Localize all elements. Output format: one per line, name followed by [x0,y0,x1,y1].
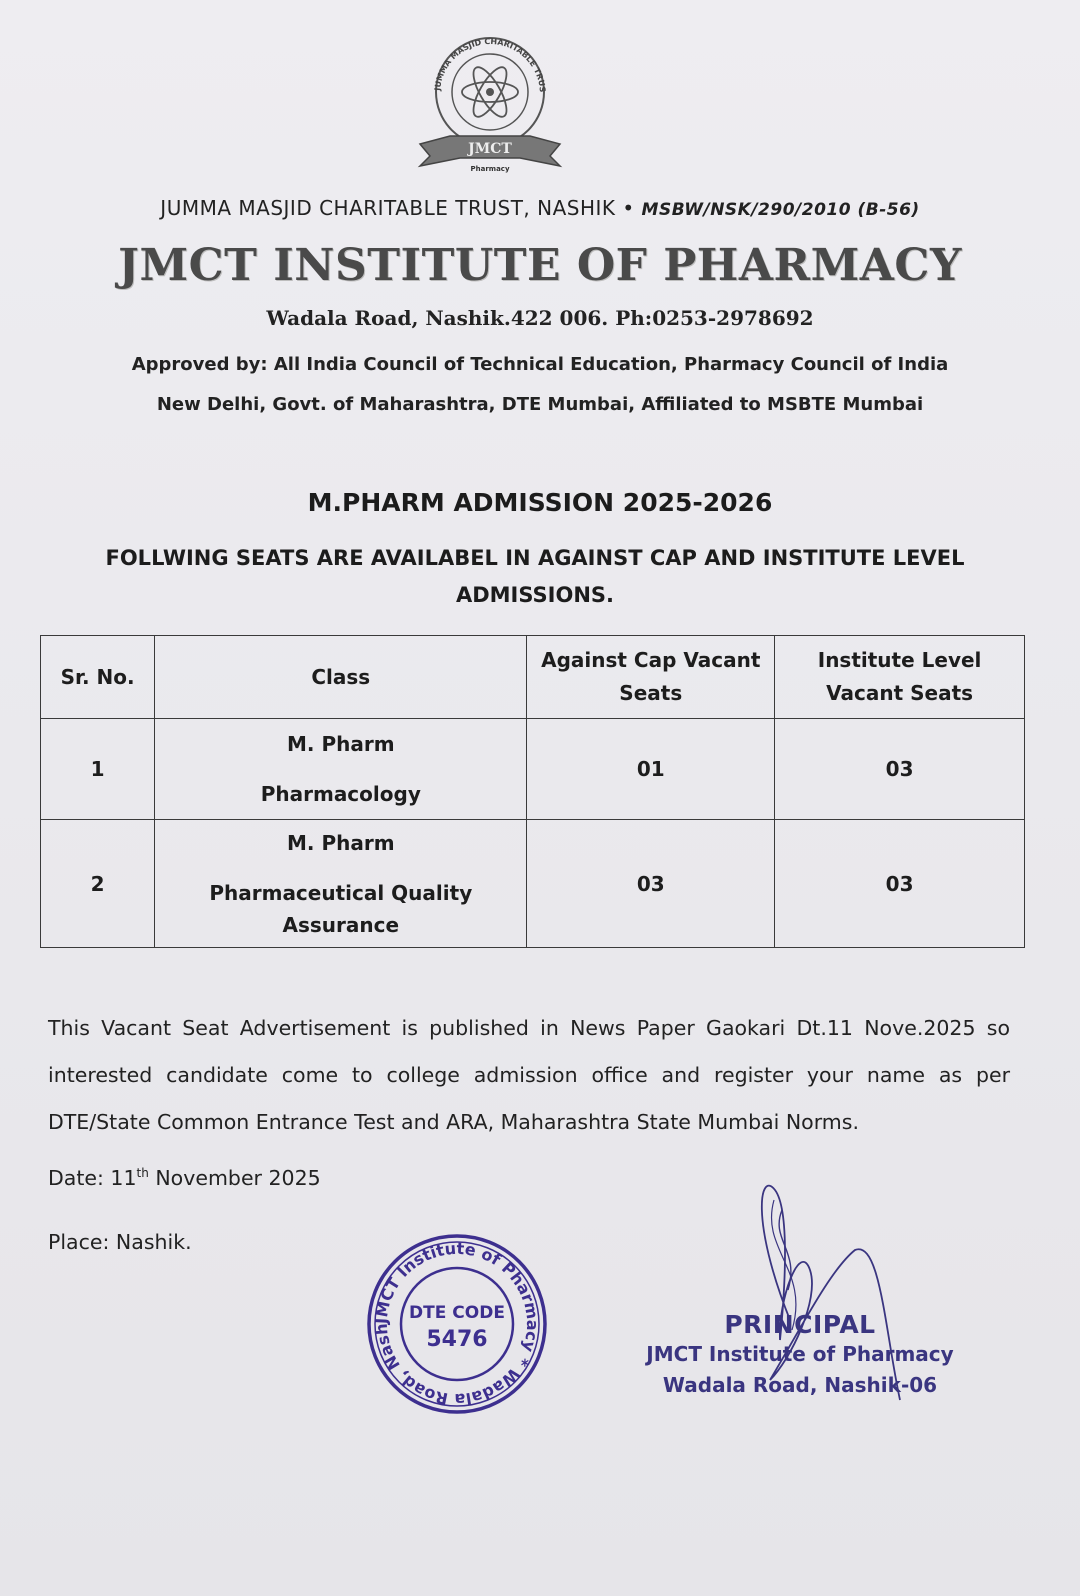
institute-address: Wadala Road, Nashik.422 006. Ph:0253-2978692 [266,306,814,330]
signatory-block [600,1310,1000,1401]
header-class: Class [155,636,527,719]
stamp-seal [365,1232,549,1416]
signatory-title: PRINCIPAL [724,1310,876,1339]
advertisement-text: This Vacant Seat Advertisement is published in News Paper Gaokari Dt.11 Nove.2025 so interested candidate come to college admission office and register your name as per DTE/State Common Entrance Test and ARA, Maharashtra State Mumbai Norms. [48,1016,1010,1134]
signatory-address: Wadala Road, Nashik-06 [662,1373,938,1397]
logo-ring-text: JUMMA MASJID CHARITABLE TRUS [433,36,548,93]
trust-registration: MSBW/NSK/290/2010 (B-56) [641,200,920,220]
place-line: Place: Nashik. [48,1230,192,1254]
table-row [41,820,1025,948]
header-cap-seats: Against Cap Vacant Seats [527,636,775,719]
header-institute-seats: Institute Level Vacant Seats [775,636,1025,719]
table-row [41,719,1025,820]
class-line1: M. Pharm [287,732,395,756]
cell-inst: 03 [775,820,1025,948]
cell-sr: 2 [41,820,155,948]
header-sr-no: Sr. No. [41,636,155,719]
table-header-row [41,636,1025,719]
cell-inst: 03 [775,719,1025,820]
date-suffix: November 2025 [148,1166,321,1190]
date-line [48,1166,321,1190]
notice-subtitle: FOLLWING SEATS ARE AVAILABEL IN AGAINST CAP AND INSTITUTE LEVEL ADMISSIONS. [105,546,965,607]
stamp-ring-text: JMCT Institute of Pharmacy * Wadala Road, Nash [371,1238,543,1410]
trust-line [0,196,1080,220]
date-sup: th [136,1166,149,1181]
signatory-institute: JMCT Institute of Pharmacy [646,1342,954,1366]
cell-class [155,820,527,948]
vacant-seats-table [40,635,1025,948]
trust-name: JUMMA MASJID CHARITABLE TRUST, NASHIK [160,196,616,220]
cell-class [155,719,527,820]
cell-sr: 1 [41,719,155,820]
date-prefix: Date: 11 [48,1166,137,1190]
stamp-code: 5476 [426,1327,488,1352]
cell-cap: 03 [527,820,775,948]
class-line2: Pharmacology [260,782,421,806]
cell-cap: 01 [527,719,775,820]
bullet-separator: • [615,196,642,220]
institute-name: JMCT INSTITUTE OF PHARMACY [118,240,962,291]
trust-logo [410,16,570,176]
approval-text: Approved by: All India Council of Technical Education, Pharmacy Council of India New Delhi, Govt. of Maharashtra, DTE Mumbai, Affiliated to MSBTE Mumbai [131,354,949,415]
dte-stamp [365,1232,549,1416]
trust-logo-emblem [410,16,570,176]
logo-sub-text: Pharmacy [470,165,510,173]
logo-banner-text: JMCT [468,141,512,157]
class-line2: Pharmaceutical Quality Assurance [209,880,473,937]
class-line1: M. Pharm [287,830,395,855]
stamp-code-label: DTE CODE [409,1303,505,1323]
notice-title: M.PHARM ADMISSION 2025-2026 [307,488,773,517]
